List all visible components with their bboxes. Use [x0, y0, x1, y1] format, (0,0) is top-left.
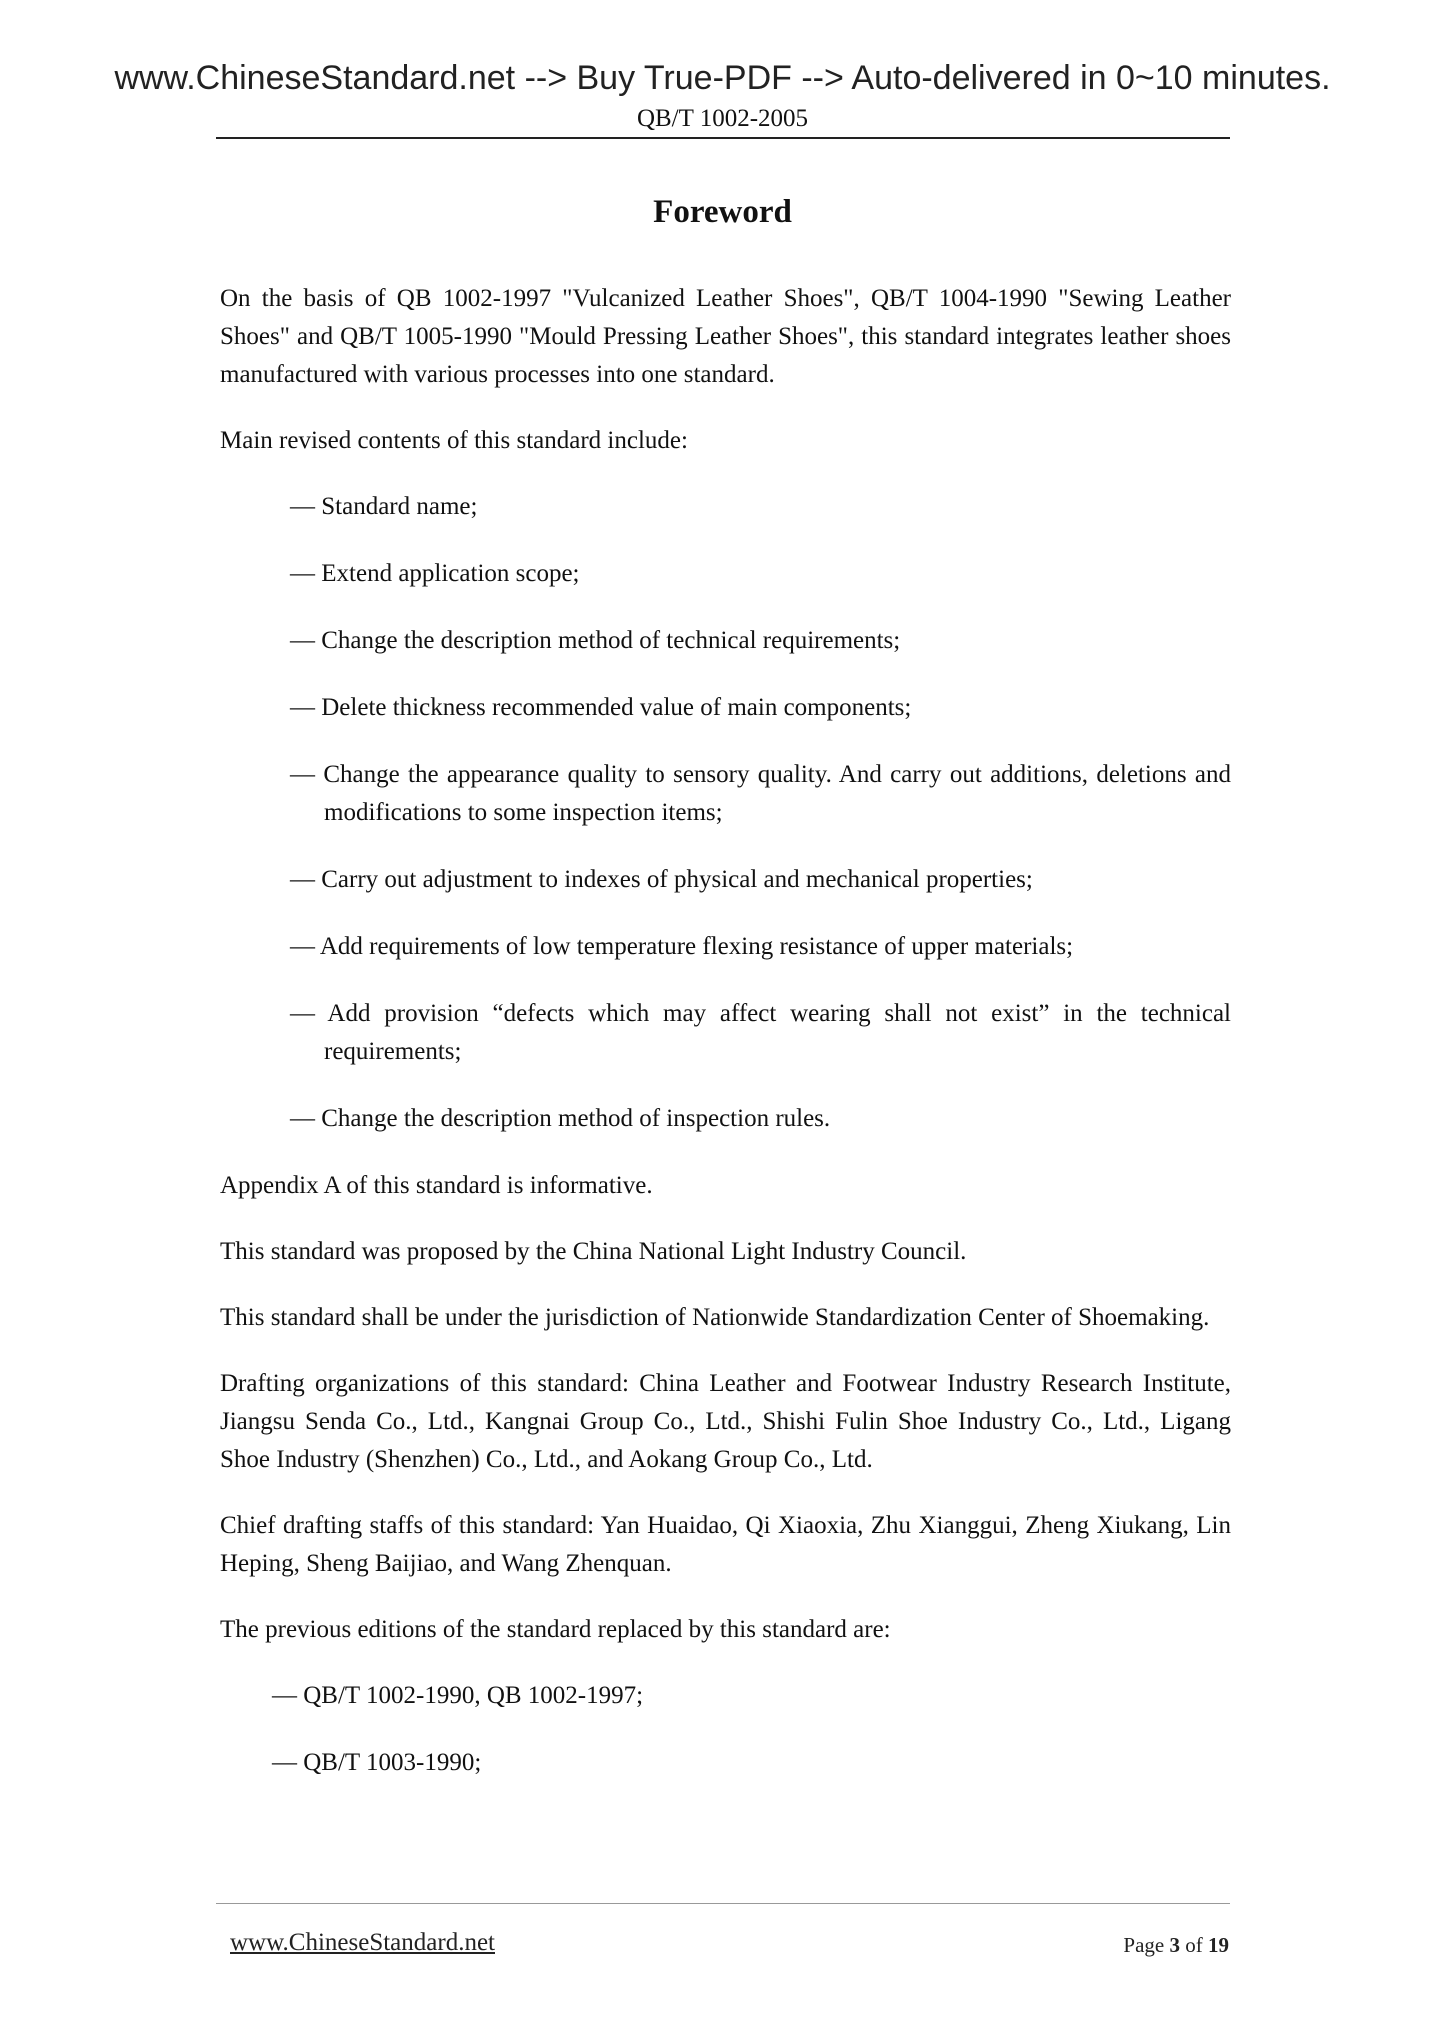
list-item: — QB/T 1003-1990; [272, 1749, 482, 1776]
document-body [220, 280, 1231, 1811]
page-total: 19 [1208, 1933, 1229, 1957]
footer-website-link[interactable]: www.ChineseStandard.net [230, 1929, 495, 1956]
page-of-label: of [1185, 1933, 1203, 1957]
jurisdiction-paragraph: This standard shall be under the jurisdiction of Nationwide Standardization Center of Shoemaking. [220, 1304, 1210, 1331]
site-banner: www.ChineseStandard.net --> Buy True-PDF --> Auto-delivered in 0~10 minutes. [114, 59, 1331, 97]
list-item: — Change the description method of inspection rules. [290, 1105, 831, 1132]
page-current: 3 [1169, 1933, 1180, 1957]
list-item: — Add provision “defects which may affect wearing shall not exist” in the technical requirements; [290, 1000, 1231, 1065]
list-item: — Carry out adjustment to indexes of physical and mechanical properties; [290, 866, 1033, 893]
standard-code-header: QB/T 1002-2005 [636, 105, 809, 132]
list-item: — Delete thickness recommended value of main components; [290, 694, 912, 721]
appendix-paragraph: Appendix A of this standard is informative. [220, 1172, 653, 1199]
list-item: — Change the appearance quality to sensory quality. And carry out additions, deletions and modifications to some inspection items; [290, 761, 1231, 826]
revision-list [220, 488, 1231, 1138]
page-title: Foreword [653, 194, 792, 230]
list-item: — QB/T 1002-1990, QB 1002-1997; [272, 1682, 644, 1709]
chief-drafting-staff-paragraph: Chief drafting staffs of this standard: Yan Huaidao, Qi Xiaoxia, Zhu Xianggui, Zheng Xiukang, Lin Heping, Sheng Baijiao, and Wang Zhenquan. [220, 1512, 1231, 1577]
revised-contents-intro: Main revised contents of this standard include: [220, 427, 688, 454]
intro-paragraph: On the basis of QB 1002-1997 "Vulcanized Leather Shoes", QB/T 1004-1990 "Sewing Leather Shoes" and QB/T 1005-1990 "Mould Pressing Leather Shoes", this standard integrates leather shoes manufactured with various processes into one standard. [220, 285, 1231, 388]
list-item: — Standard name; [290, 493, 478, 520]
list-item: — Change the description method of technical requirements; [290, 627, 901, 654]
list-item: — Extend application scope; [290, 560, 580, 587]
footer-divider [216, 1903, 1230, 1904]
page-label: Page [1123, 1933, 1165, 1957]
page-number [1123, 1932, 1229, 1958]
proposed-paragraph: This standard was proposed by the China National Light Industry Council. [220, 1238, 967, 1265]
drafting-organizations-paragraph: Drafting organizations of this standard: China Leather and Footwear Industry Research Institute, Jiangsu Senda Co., Ltd., Kangnai Group Co., Ltd., Shishi Fulin Shoe Industry Co., Ltd., Ligang Shoe Industry (Shenzhen) Co., Ltd., and Aokang Group Co., Ltd. [220, 1370, 1231, 1473]
header-divider [216, 137, 1230, 139]
previous-editions-intro: The previous editions of the standard replaced by this standard are: [220, 1616, 891, 1643]
list-item: — Add requirements of low temperature flexing resistance of upper materials; [290, 933, 1074, 960]
previous-editions-list [220, 1677, 1231, 1782]
